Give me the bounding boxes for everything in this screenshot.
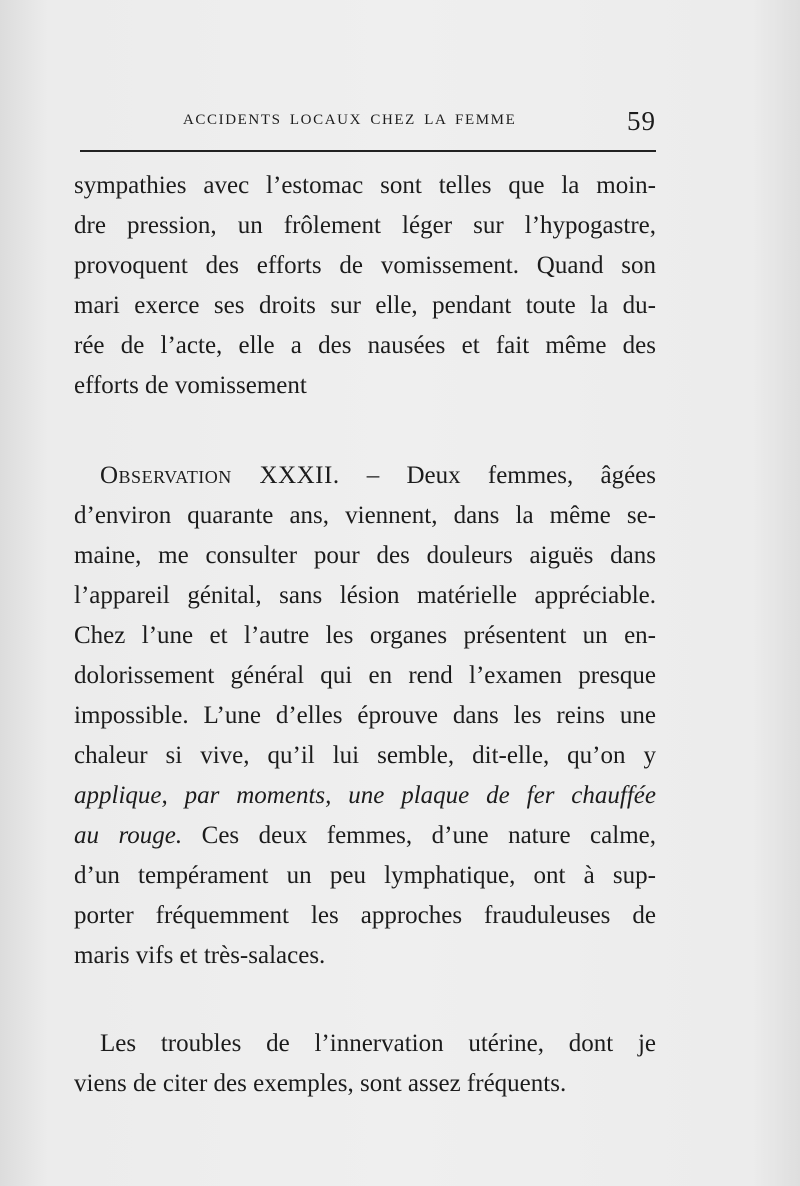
text-line: impossible. L’une d’elles éprouve dans les reins une [74, 702, 656, 729]
text-line: provoquent des efforts de vomissement. Quand son [74, 252, 656, 279]
paragraph-3 [74, 1024, 656, 1104]
text-line: dre pression, un frôlement léger sur l’hypogastre, [74, 212, 656, 239]
page-number: 59 [627, 106, 656, 136]
text-line: l’appareil génital, sans lésion matérielle appréciable. [74, 582, 656, 609]
text-line [74, 776, 656, 816]
text-line: viens de citer des exemples, sont assez fréquents. [74, 1070, 567, 1097]
paragraph-1 [74, 166, 656, 406]
text-line: d’environ quarante ans, viennent, dans la même se- [74, 502, 656, 529]
italic-quote-end: au rouge. [74, 822, 183, 849]
text-line: dolorissement général qui en rend l’examen presque [74, 662, 656, 689]
paragraph-observation [74, 456, 656, 976]
text-line: maine, me consulter pour des douleurs aiguës dans [74, 542, 656, 569]
page-header [80, 104, 656, 144]
page-body [74, 166, 656, 1104]
text-line: d’un tempérament un peu lymphatique, ont à sup- [74, 862, 656, 889]
text-line: porter fréquemment les approches frauduleuses de [74, 902, 656, 929]
observation-intro: – Deux femmes, âgées [339, 462, 656, 489]
text-line [74, 816, 656, 856]
text-line: mari exerce ses droits sur elle, pendant toute la du- [74, 292, 656, 319]
text-line: maris vifs et très-salaces. [74, 942, 326, 969]
text-line: chaleur si vive, qu’il lui semble, dit-elle, qu’on y [74, 742, 656, 769]
text-line [74, 456, 656, 496]
text-line: efforts de vomissement [74, 372, 307, 399]
running-title: ACCIDENTS LOCAUX CHEZ LA FEMME [183, 112, 517, 128]
header-rule [80, 150, 656, 152]
italic-quote: applique, par moments, une plaque de fer chauffée [74, 782, 656, 809]
text-line: Chez l’une et l’autre les organes présentent un en- [74, 622, 656, 649]
text-line: sympathies avec l’estomac sont telles que la moin- [74, 172, 656, 199]
text-line: rée de l’acte, elle a des nausées et fait même des [74, 332, 656, 359]
observation-label: Observation XXXII. [100, 462, 340, 489]
text-line: Les troubles de l’innervation utérine, dont je [100, 1030, 656, 1057]
text-continuation: Ces deux femmes, d’une nature calme, [182, 822, 656, 849]
